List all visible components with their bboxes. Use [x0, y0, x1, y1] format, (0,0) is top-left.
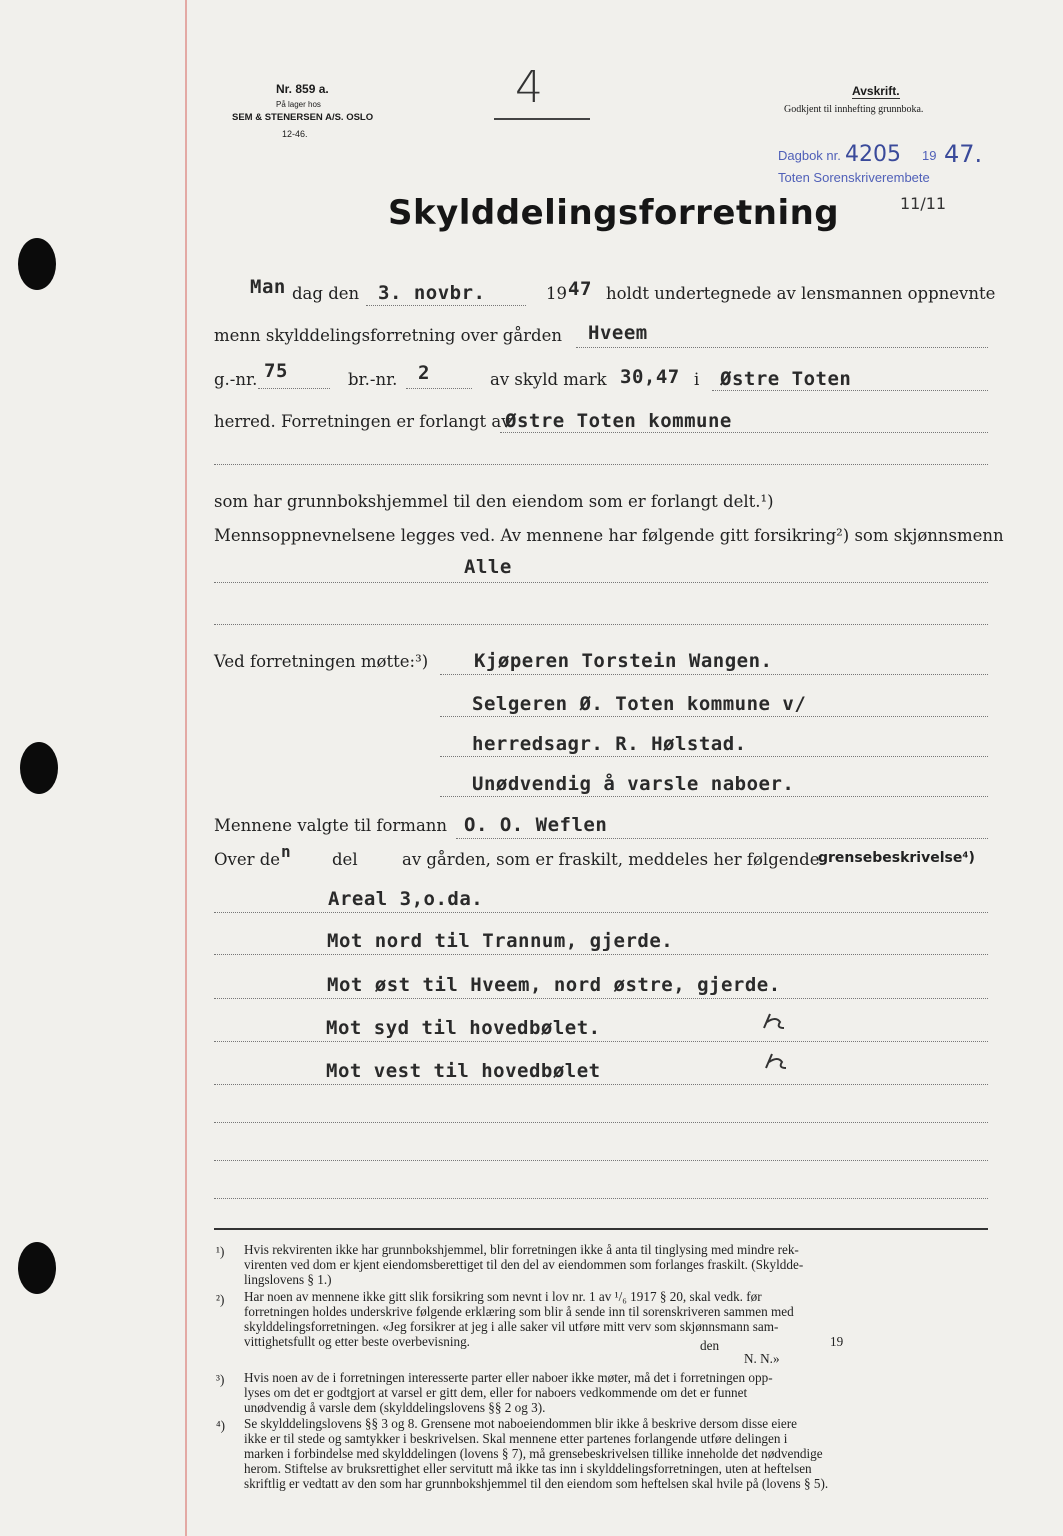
fn2-nn: N. N.» — [744, 1351, 780, 1366]
fn4-mark: ⁴) — [216, 1418, 225, 1433]
fn2-den: den — [700, 1338, 720, 1353]
print-date: 12-46. — [282, 129, 308, 139]
document-title: Skylddelingsforretning — [388, 193, 840, 233]
blank-rule-2 — [214, 624, 988, 625]
menn-text: menn skylddelingsforretning over gården — [214, 326, 563, 345]
holdt-text: holdt undertegnede av lensmannen oppnevnte — [606, 284, 996, 303]
formann-typed: O. O. Weflen — [464, 814, 608, 836]
stamp-office: Toten Sorenskriverembete — [778, 170, 930, 185]
brnr-label: br.-nr. — [348, 370, 398, 389]
footnote-line: Hvis noen av de i forretningen interesserte parter eller naboer ikke møter, må det i forretningen opp- — [244, 1370, 773, 1385]
requester-typed: Østre Toten kommune — [505, 410, 732, 432]
footnote-line: ikke er til stede og samtykker i beskrivelsen. Skal mennene etter partenes forlangende utføre delingen i — [244, 1431, 788, 1446]
over-label: Over de — [214, 850, 281, 869]
municipality-rule — [712, 390, 988, 391]
blank-rule-4 — [214, 1160, 988, 1161]
boundary-rule — [214, 954, 988, 955]
stamp-year-prefix: 19 — [922, 148, 937, 163]
footnote-line: Hvis rekvirenten ikke har grunnbokshjemmel, blir forretningen ikke å anta til tinglysing med mindre rek- — [244, 1242, 799, 1257]
stamp-dagbok: Dagbok nr. — [778, 148, 841, 163]
footnote-line: vittighetsfullt og etter beste overbevisning. — [244, 1334, 470, 1349]
i-label: i — [694, 370, 700, 389]
fn2-mark: ²) — [216, 1292, 225, 1307]
forsikring-rule — [214, 582, 988, 583]
boundary-line: Mot vest til hovedbølet — [326, 1060, 601, 1082]
herred-text: herred. Forretningen er forlangt av — [214, 412, 511, 431]
page-mark: 4 — [515, 62, 543, 113]
form-number: Nr. 859 a. — [276, 82, 329, 96]
footnote-line: Se skylddelingslovens §§ 3 og 8. Grensene mot naboeiendommen blir ikke å beskrive dersom disse eiere — [244, 1416, 798, 1431]
initials-mark — [758, 1010, 790, 1036]
year-prefix: 19 — [546, 284, 567, 303]
footnote-divider — [214, 1228, 988, 1230]
boundary-line: Mot øst til Hveem, nord østre, gjerde. — [327, 974, 781, 996]
attendee-line: Selgeren Ø. Toten kommune v/ — [472, 693, 807, 715]
attendee-line: herredsagr. R. Hølstad. — [472, 733, 747, 755]
fn2-19: 19 — [830, 1334, 844, 1349]
day-typed: Man — [250, 276, 286, 298]
over-typed: n — [281, 842, 292, 861]
boundary-line: Mot syd til hovedbølet. — [326, 1017, 601, 1039]
stamp-year: 47. — [944, 140, 983, 168]
avskrift-label: Avskrift. — [852, 84, 900, 98]
fn1-mark: ¹) — [216, 1244, 225, 1259]
year-typed: 47 — [568, 278, 592, 300]
boundary-rule — [214, 1084, 988, 1085]
punch-hole — [20, 742, 58, 794]
attendee-line: Unødvendig å varsle naboer. — [472, 773, 795, 795]
attendee-line: Kjøperen Torstein Wangen. — [474, 650, 773, 672]
footnote-line: unødvendig å varsle dem (skylddelingslovens §§ 2 og 3). — [244, 1400, 546, 1415]
requester-rule — [500, 432, 988, 433]
fn3-mark: ³) — [216, 1372, 225, 1387]
farm-rule — [576, 347, 988, 348]
forsikring-typed: Alle — [464, 556, 512, 578]
margin-line — [185, 0, 187, 1536]
date-rule — [366, 305, 526, 306]
gnr-typed: 75 — [264, 360, 288, 382]
footnote-line: lingslovens § 1.) — [244, 1272, 332, 1287]
footnote-line: forretningen holdes underskrive følgende erklæring som blir å sende inn til sorenskriveren sammen med — [244, 1304, 794, 1319]
blank-rule — [214, 464, 988, 465]
publisher-small: På lager hos — [276, 100, 321, 109]
footnote-line: Har noen av mennene ikke gitt slik forsikring som nevnt i lov nr. 1 av ¹/₆ 1917 § 20, skal vedk. før — [244, 1289, 762, 1304]
blank-rule-3 — [214, 1122, 988, 1123]
grunnbok-text: som har grunnbokshjemmel til den eiendom som er forlangt delt.¹) — [214, 492, 774, 511]
formann-rule — [456, 838, 988, 839]
footnote-line: skriftlig er vedtatt av den som har grunnbokshjemmel til den eiendom som heftelsen skal hvile på (lovens § 5). — [244, 1476, 829, 1491]
attendee-rule — [440, 796, 988, 797]
approved-text: Godkjent til innhefting grunnboka. — [784, 104, 924, 115]
gnr-label: g.-nr. — [214, 370, 258, 389]
initials-mark — [760, 1050, 792, 1076]
footnote-line: herom. Stiftelse av bruksrettighet eller servitutt må ikke tas inn i skylddelingsforretningen, uten at heftelsen — [244, 1461, 812, 1476]
page-mark-underline — [494, 118, 590, 120]
del-label: del — [332, 850, 358, 869]
gnr-rule — [258, 388, 330, 389]
farm-typed: Hveem — [588, 322, 648, 344]
menn-oppnevnelse-text: Mennsoppnevnelsene legges ved. Av mennene har følgende gitt forsikring²) som skjønnsmenn — [214, 526, 1004, 545]
blank-rule-5 — [214, 1198, 988, 1199]
skyld-label: av skyld mark — [490, 370, 607, 389]
boundary-rule — [214, 1041, 988, 1042]
brnr-rule — [406, 388, 472, 389]
date-typed: 3. novbr. — [378, 282, 486, 304]
attendee-rule — [440, 716, 988, 717]
footnote-line: virenten ved dom er kjent eiendomsberettiget til den del av eiendommen som forlanges fraskilt. (Skyldde- — [244, 1257, 804, 1272]
attendee-rule — [440, 756, 988, 757]
boundary-line: Areal 3,o.da. — [328, 888, 484, 910]
brnr-typed: 2 — [418, 362, 430, 384]
grense-bold: grensebeskrivelse⁴) — [818, 850, 975, 866]
footnote-line: skylddelingsforretningen. «Jeg forsikrer at jeg i alle saker vil utføre mitt verv som skjønnsmann sam- — [244, 1319, 779, 1334]
punch-hole — [18, 1242, 56, 1294]
formann-label: Mennene valgte til formann — [214, 816, 448, 835]
boundary-rule — [214, 998, 988, 999]
stamp-number: 4205 — [845, 142, 901, 167]
footnote-line: lyses om det er godtgjort at varsel er gitt dem, eller for naboers vedkommende om det er funnet — [244, 1385, 748, 1400]
skyld-typed: 30,47 — [620, 366, 680, 388]
grense-text: av gården, som er fraskilt, meddeles her følgende — [402, 850, 820, 869]
municipality-typed: Østre Toten — [720, 368, 852, 390]
stamp-date: 11/11 — [900, 194, 947, 213]
boundary-rule — [214, 912, 988, 913]
publisher: SEM & STENERSEN A/S. OSLO — [232, 112, 374, 123]
motte-label: Ved forretningen møtte:³) — [214, 652, 429, 671]
punch-hole — [18, 238, 56, 290]
footnote-line: marken i forbindelse med skylddelingen (lovens § 7), må grensebeskrivelsen tillike inneholde det nødvendige — [244, 1446, 823, 1461]
boundary-line: Mot nord til Trannum, gjerde. — [327, 930, 674, 952]
attendee-rule — [440, 674, 988, 675]
dag-den-label: dag den — [292, 284, 360, 303]
